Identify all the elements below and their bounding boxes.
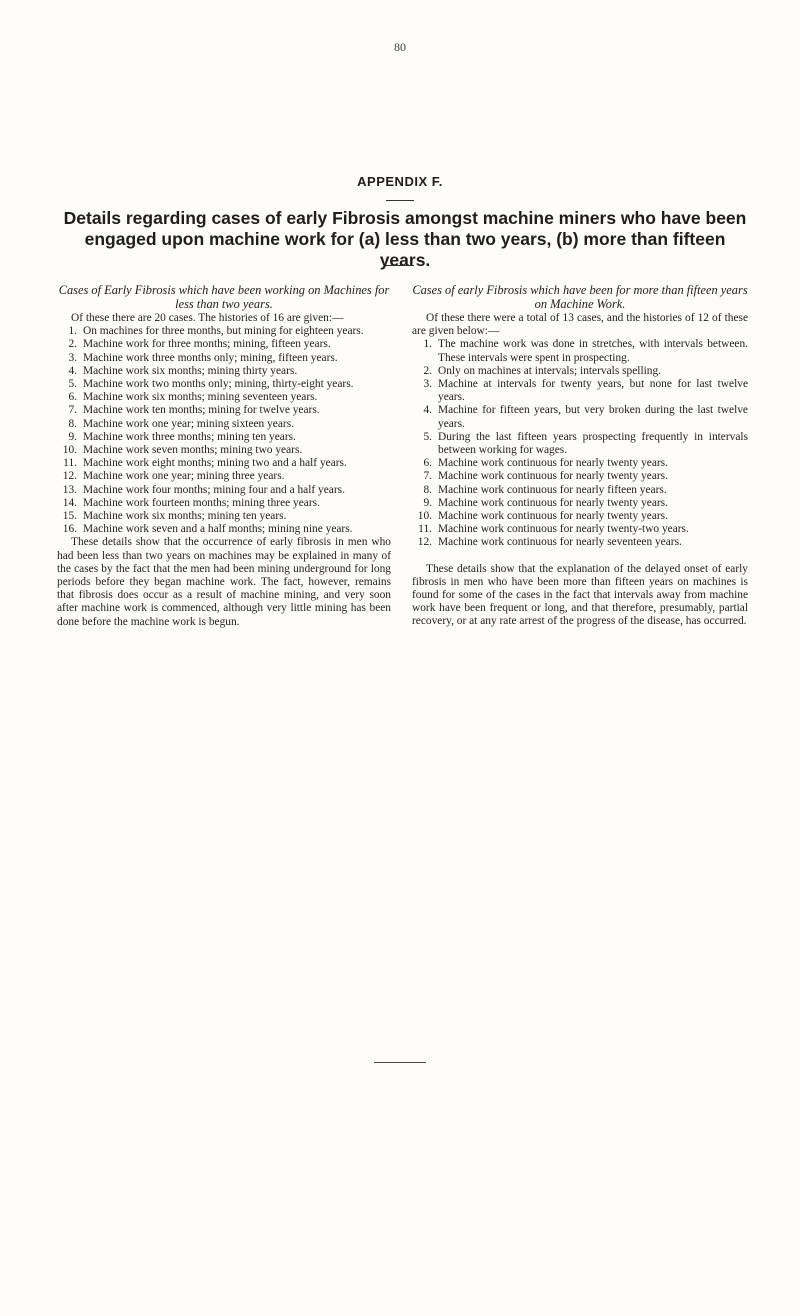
right-case-list bbox=[412, 338, 748, 549]
item-number: 12. bbox=[62, 470, 77, 483]
left-column-heading: Cases of Early Fibrosis which have been working on Machines for less than two years. bbox=[58, 283, 390, 311]
item-text: Machine work seven and a half months; mining nine years. bbox=[83, 523, 353, 536]
item-number: 15. bbox=[62, 510, 77, 523]
page-title: Details regarding cases of early Fibrosis amongst machine miners who have been engaged upon machine work for (a) less than two years, (b) more than fifteen years. bbox=[63, 208, 747, 270]
list-item bbox=[412, 510, 748, 523]
item-text: Machine work continuous for nearly twenty years. bbox=[438, 457, 668, 470]
item-text: Machine work four months; mining four and a half years. bbox=[83, 483, 345, 496]
list-item bbox=[57, 484, 391, 497]
item-number: 11. bbox=[63, 457, 77, 470]
list-item bbox=[57, 325, 391, 338]
item-number: 5. bbox=[68, 378, 77, 391]
item-text: Machine at intervals for twenty years, but none for last twelve years. bbox=[438, 378, 748, 404]
left-column-summary: These details show that the occurrence of early fibrosis in men who had been less than two years on machines may be explained in many of the cases by the fact that the men had been mining underground for long periods before they began machine work. The fact, however, remains that fibrosis does occur as a result of machine mining, and very soon after machine work is commenced, although very little mining has been done before the machine work is begun. bbox=[57, 536, 391, 628]
item-number: 6. bbox=[68, 391, 77, 404]
item-text: Machine work three months; mining ten years. bbox=[83, 430, 296, 443]
list-item bbox=[412, 431, 748, 457]
item-number: 4. bbox=[68, 364, 77, 377]
list-item bbox=[412, 536, 748, 549]
list-item bbox=[57, 497, 391, 510]
item-text: Machine work three months only; mining, fifteen years. bbox=[83, 351, 338, 364]
list-item bbox=[412, 484, 748, 497]
item-number: 14. bbox=[62, 496, 77, 509]
item-text: Machine work continuous for nearly twenty-two years. bbox=[438, 523, 689, 536]
item-text: Machine work fourteen months; mining three years. bbox=[83, 496, 320, 509]
item-text: Machine work continuous for nearly twenty years. bbox=[438, 496, 668, 509]
divider-rule bbox=[386, 265, 414, 266]
item-number: 4. bbox=[423, 404, 432, 417]
item-number: 8. bbox=[423, 483, 432, 496]
right-column-heading: Cases of early Fibrosis which have been for more than fifteen years on Machine Work. bbox=[412, 283, 748, 311]
item-number: 3. bbox=[68, 351, 77, 364]
item-text: Machine work continuous for nearly seventeen years. bbox=[438, 536, 682, 549]
item-text: During the last fifteen years prospecting frequently in intervals between working for wages. bbox=[438, 430, 748, 457]
item-text: Machine work six months; mining seventeen years. bbox=[83, 391, 318, 404]
list-item bbox=[57, 431, 391, 444]
item-number: 10. bbox=[62, 444, 77, 457]
item-text: Machine work two months only; mining, thirty-eight years. bbox=[83, 378, 354, 391]
appendix-label: APPENDIX F. bbox=[357, 174, 443, 189]
item-number: 2. bbox=[423, 364, 432, 377]
list-item bbox=[57, 418, 391, 431]
item-number: 5. bbox=[423, 430, 432, 443]
page-number: 80 bbox=[394, 40, 406, 54]
item-number: 9. bbox=[423, 496, 432, 509]
item-text: The machine work was done in stretches, with intervals between. These intervals were spent in prospecting. bbox=[438, 338, 748, 364]
item-number: 7. bbox=[68, 404, 77, 417]
list-item bbox=[57, 457, 391, 470]
left-column bbox=[57, 283, 391, 629]
item-text: Machine work six months; mining thirty years. bbox=[83, 364, 298, 377]
item-text: Machine work continuous for nearly twenty years. bbox=[438, 470, 668, 483]
item-text: Machine work eight months; mining two and a half years. bbox=[83, 457, 347, 470]
item-number: 1. bbox=[68, 325, 77, 338]
item-number: 9. bbox=[68, 430, 77, 443]
item-text: Machine work for three months; mining, fifteen years. bbox=[83, 338, 331, 351]
divider-rule bbox=[386, 200, 414, 201]
list-item bbox=[57, 510, 391, 523]
list-item bbox=[57, 470, 391, 483]
left-case-list bbox=[57, 325, 391, 536]
item-number: 7. bbox=[423, 470, 432, 483]
right-column-intro: Of these there were a total of 13 cases, and the histories of 12 of these are given below:— bbox=[412, 312, 748, 338]
item-number: 8. bbox=[68, 417, 77, 430]
item-number: 12. bbox=[417, 536, 432, 549]
list-item bbox=[412, 378, 748, 404]
list-item bbox=[57, 338, 391, 351]
list-item bbox=[412, 338, 748, 364]
item-number: 11. bbox=[418, 523, 432, 536]
item-number: 10. bbox=[417, 510, 432, 523]
item-text: Machine work one year; mining three years. bbox=[83, 470, 285, 483]
item-text: Machine work one year; mining sixteen years. bbox=[83, 417, 294, 430]
left-column-intro: Of these there are 20 cases. The histories of 16 are given:— bbox=[71, 312, 344, 324]
item-number: 13. bbox=[62, 483, 77, 496]
list-item bbox=[412, 404, 748, 430]
item-number: 16. bbox=[62, 523, 77, 536]
item-text: Machine work continuous for nearly twenty years. bbox=[438, 510, 668, 523]
item-text: Machine work ten months; mining for twelve years. bbox=[83, 404, 320, 417]
item-text: Machine work continuous for nearly fifteen years. bbox=[438, 483, 667, 496]
list-item bbox=[412, 523, 748, 536]
footer-rule bbox=[374, 1062, 426, 1063]
list-item bbox=[57, 352, 391, 365]
list-item bbox=[57, 378, 391, 391]
list-item bbox=[57, 391, 391, 404]
item-text: Only on machines at intervals; intervals spelling. bbox=[438, 364, 662, 377]
list-item bbox=[412, 457, 748, 470]
list-item bbox=[412, 365, 748, 378]
right-column-summary: These details show that the explanation of the delayed onset of early fibrosis in men who have been more than fifteen years on machines is found for some of the cases in the fact that intervals away from machine work have been frequent or long, and that therefore, presumably, partial recovery, or at any rate arrest of the progress of the disease, has occurred. bbox=[412, 562, 748, 628]
list-item bbox=[57, 404, 391, 417]
list-item bbox=[412, 470, 748, 483]
list-item bbox=[57, 444, 391, 457]
item-number: 2. bbox=[68, 338, 77, 351]
item-text: Machine work six months; mining ten years. bbox=[83, 510, 287, 523]
item-text: On machines for three months, but mining for eighteen years. bbox=[83, 325, 364, 338]
item-text: Machine for fifteen years, but very broken during the last twelve years. bbox=[438, 404, 748, 430]
list-item bbox=[57, 523, 391, 536]
item-text: Machine work seven months; mining two years. bbox=[83, 444, 303, 457]
list-item bbox=[57, 365, 391, 378]
item-number: 6. bbox=[423, 457, 432, 470]
list-item bbox=[412, 497, 748, 510]
right-column bbox=[412, 283, 748, 629]
item-number: 1. bbox=[423, 338, 432, 351]
item-number: 3. bbox=[423, 378, 432, 391]
